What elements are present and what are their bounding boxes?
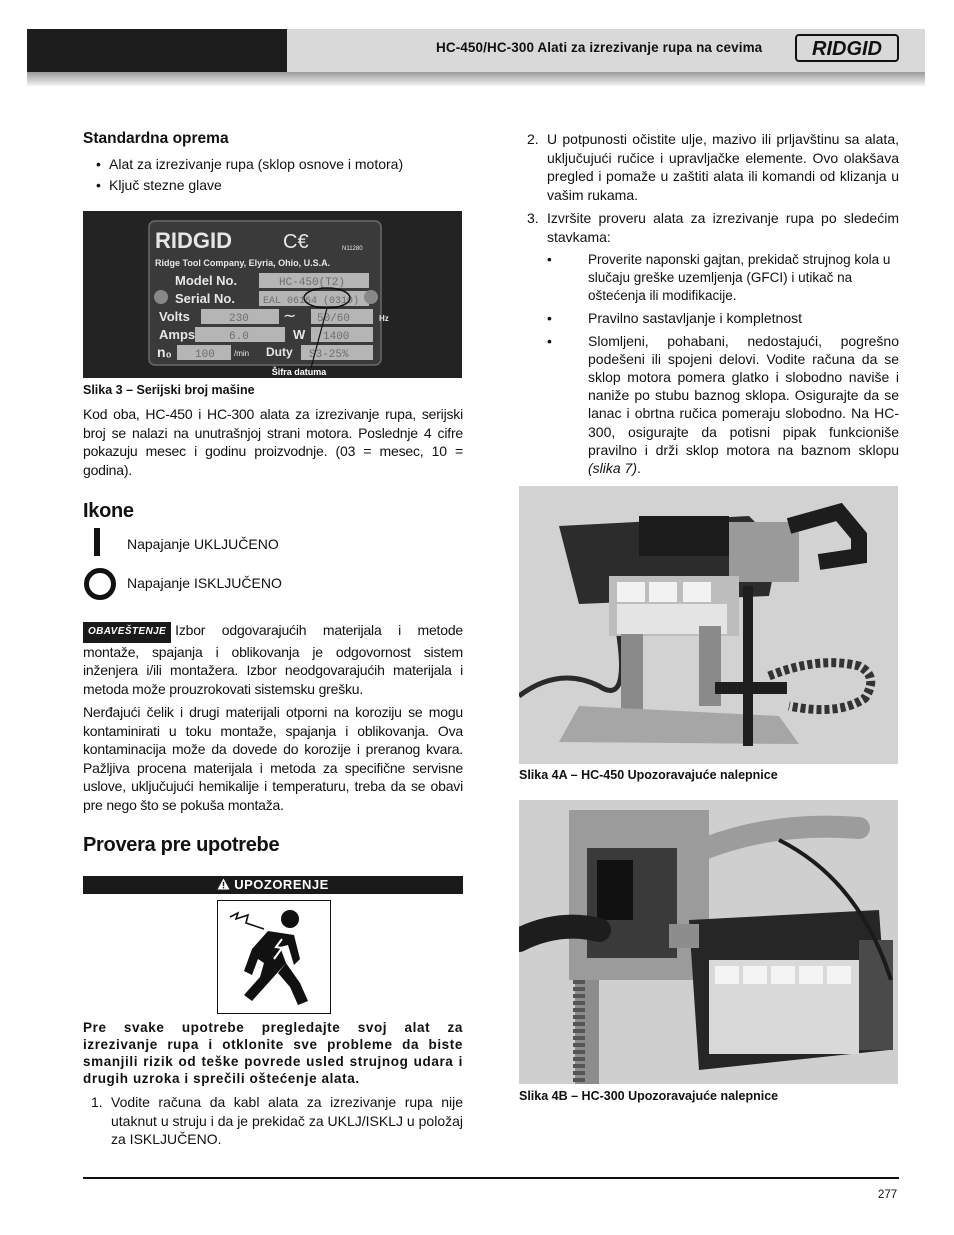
stainless-steel-paragraph: Nerđajući čelik i drugi materijali otporni na koroziju se mogu kontaminirati u toku montaže, spajanja i oblikovanja. Ova kontaminacija može da dovede do korozije i preranog kvara. Pažljiva procena materijala i metoda za specifične servisne uslove, uključujući hemikalije i temperaturu, treba da se obavi pre nego što se pokuša montaža.: [83, 704, 463, 813]
plate-marks: C€: [283, 231, 309, 253]
step-3-text: Izvršite proveru alata za izrezivanje rupa po sledećim stavkama:: [547, 210, 899, 245]
plate-volts-label: Volts: [159, 309, 190, 324]
standard-equipment-section: [83, 130, 463, 196]
power-on-label: Napajanje UKLJUČENO: [127, 536, 279, 552]
step-1-text: Vodite računa da kabl alata za izrezivanje rupa nije utaknut u struju i da je prekidač za UKLJ/ISKLJ u položaj za ISKLJUČENO.: [111, 1094, 463, 1147]
electric-shock-icon: [217, 900, 331, 1014]
list-item: [83, 1093, 463, 1149]
warning-label: UPOZORENJE: [234, 877, 329, 892]
step-2-text: U potpunosti očistite ulje, mazivo ili prljavštinu sa alata, uključujući ručice i upravljačke elemente. Ovo olakšava pregled i pomaže u zaštiti alata ili komandi od klizanja u vašim rukama.: [547, 131, 899, 203]
plate-n0-label: n₀: [157, 344, 172, 360]
list-item: • Ključ stezne glave: [109, 175, 463, 196]
list-item: • Slomljeni, pohabani, nedostajući, pogrešno podešeni ili spojeni delovi. Vodite računa da se sklop motora pomera glatko i slobodno naviše i naniže po stubu baznog sklopa. Osigurajte da se lanac i obrtna ručica pomeraju slobodno. Na HC-300, osigurajte da potisni pipak funkcioniše pravilno i drži sklop motora na baznom sklopu (slika 7).: [560, 332, 899, 478]
date-code-label: Šifra datuma: [271, 367, 327, 377]
plate-amps-label: Amps: [159, 327, 196, 342]
plate-w-label: W: [293, 327, 306, 342]
header-title: HC-450/HC-300 Alati za izrezivanje rupa na cevima: [436, 40, 763, 55]
logo-text: RIDGID: [812, 38, 882, 60]
notice-text: Izbor odgovarajućih materijala i metode montaže, spajanja i oblikovanja je odgovornost sistem inženjera i/ili montažera. Izbor neodgovarajućih materijala i metoda može prouzrokovati sistemsku grešku.: [83, 622, 463, 697]
figure-7-ref: (slika 7): [588, 459, 638, 476]
serial-plate-drawing: [83, 211, 462, 378]
power-on-icon: [94, 528, 100, 556]
plate-company: Ridge Tool Company, Elyria, Ohio, U.S.A.: [155, 258, 331, 268]
pre-use-check-heading: Provera pre upotrebe: [83, 834, 280, 856]
plate-n0-value: 100: [195, 349, 215, 361]
steps-right-container: [519, 130, 899, 477]
plate-hz-label: Hz: [379, 314, 389, 323]
figure-4b-caption: Slika 4B – HC-300 Upozoravajuće nalepnice: [519, 1089, 779, 1103]
step-number: 3.: [527, 210, 539, 226]
power-off-label: Napajanje ISKLJUČENO: [127, 575, 282, 591]
plate-model-value: HC-450(T2): [279, 277, 346, 289]
icons-heading: Ikone: [83, 500, 134, 522]
notice-badge: OBAVEŠTENJE: [83, 622, 171, 643]
list-item: [519, 130, 899, 204]
list-item: [519, 209, 899, 477]
ridgid-logo: [795, 33, 899, 63]
standard-equipment-list: [83, 154, 463, 196]
plate-duty-value: S3-25%: [309, 349, 349, 361]
power-off-icon: [84, 568, 116, 600]
plate-permin: /min: [234, 349, 250, 358]
figure-4a-caption: Slika 4A – HC-450 Upozoravajuće nalepnice: [519, 768, 778, 782]
list-item: • Alat za izrezivanje rupa (sklop osnove i motora): [109, 154, 463, 175]
plate-hz-value: 50/60: [317, 313, 351, 325]
page-number: 277: [878, 1189, 898, 1201]
header-black-band: [27, 29, 287, 72]
step-number: 1.: [91, 1094, 103, 1110]
plate-serial-label: Serial No.: [175, 291, 235, 306]
plate-w-value: 1400: [323, 331, 350, 343]
notice-paragraph: [83, 621, 463, 698]
plate-ac-symbol: ~: [283, 306, 297, 325]
figure-3-caption: Slika 3 – Serijski broj mašine: [83, 383, 255, 397]
step-number: 2.: [527, 131, 539, 147]
warning-bar: [83, 876, 463, 894]
plate-amps-value: 6.0: [229, 331, 249, 343]
warning-triangle-icon: [217, 878, 230, 890]
steps-list-right: [519, 130, 899, 477]
list-item: • Proverite naponski gajtan, prekidač strujnog kola u slučaju greške uzemljenja (GFCI) i utikač na oštećenja ili modifikacije.: [560, 251, 899, 305]
plate-duty-label: Duty: [266, 345, 293, 359]
warning-text: Pre svake upotrebe pregledajte svoj alat za izrezivanje rupa i otklonite sve probleme da biste smanjili rizik od teške povrede usled strujnog udara i drugih uzroka i sprečili oštećenje alata.: [83, 1020, 463, 1086]
header-shadow: [27, 72, 925, 86]
plate-volts-value: 230: [229, 313, 249, 325]
plate-cert: N11280: [342, 246, 363, 252]
plate-brand: RIDGID: [155, 228, 232, 253]
list-item: • Pravilno sastavljanje i kompletnost: [560, 309, 899, 328]
step-3-item-3-text: Slomljeni, pohabani, nedostajući, pogrešno podešeni ili spojeni delovi. Vodite računa da se sklop motora pomera glatko i slobodno naviše i naniže po stubu baznog sklopa. Osigurajte da se lanac i obrtna ručica pomeraju slobodno. Na HC-300, osigurajte da potisni pipak funkcioniše pravilno i drži sklop motora na baznom sklopu: [588, 332, 899, 458]
serial-plate-photo: [83, 211, 462, 378]
footer-rule: [83, 1177, 899, 1179]
figure-4b-photo: [519, 800, 898, 1084]
steps-list-left: [83, 1093, 463, 1149]
serial-paragraph: Kod oba, HC-450 i HC-300 alata za izrezivanje rupa, serijski broj se nalazi na unutrašnjoj strani motora. Poslednje 4 cifre pokazuju mesec i godinu proizvodnje. (03 = mesec, 10 = godina).: [83, 406, 463, 478]
step-1-container: [83, 1093, 463, 1149]
step-3-sublist: [547, 251, 899, 477]
standard-equipment-heading: Standardna oprema: [83, 130, 229, 147]
plate-serial-value: EAL 06164 (0310): [263, 296, 360, 307]
plate-model-label: Model No.: [175, 273, 238, 288]
figure-4a-photo: [519, 486, 898, 764]
